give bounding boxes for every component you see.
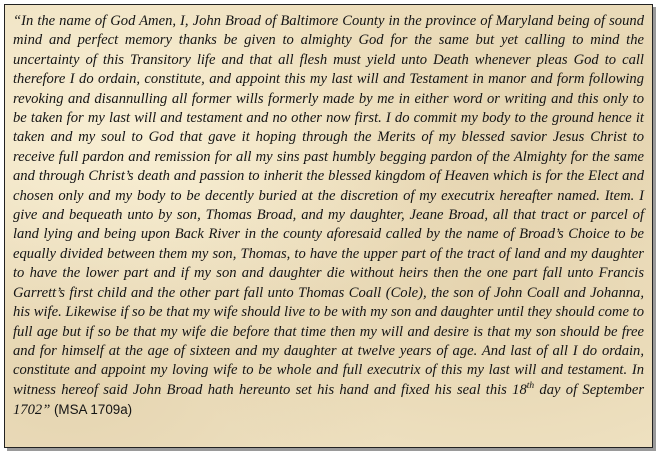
will-excerpt-panel xyxy=(4,4,653,448)
will-day-suffix: th xyxy=(526,380,535,391)
will-quote-body: “In the name of God Amen, I, John Broad of Baltimore County in the province of Maryland being of sound mind and perfect memory thanks be given to almighty God for the same but yet calling to mind the uncertainty of this Transitory life and that all flesh must yield unto Death whenever pleas God to call therefore I do ordain, constitute, and appoint this my last will and Testament in manor and form following revoking and disannulling all former wills formerly made by me in either word or writing and this only to be taken for my last will and testament and no other now first. I do commit my body to the ground hence it taken and my soul to God that gave it hoping through the Merits of my blessed savior Jesus Christ to receive full pardon and remission for all my sins past humbly begging pardon of the Almighty for the same and through Christ’s death and passion to inherit the blessed kingdom of Heaven which is for the Elect and chosen only and my body to be decently buried at the discretion of my executrix hereafter named. Item. I give and bequeath unto by son, Thomas Broad, and my daughter, Jeane Broad, all that tract or parcel of land lying and being upon Back River in the county aforesaid called by the name of Broad’s Choice to be equally divided between them my son, Thomas, to have the upper part of the tract of land and my daughter to have the lower part and if my son and daughter die without heirs then the one part fall unto Francis Garrett’s first child and the other part fall unto Thomas Coall (Cole), the son of John Coall and Johanna, his wife. Likewise if so be that my wife should live to be with my son and daughter until they should come to full age but if so be that my wife die before that time then my will and desire is that my son should be free and for himself at the age of sixteen and my daughter at twelve years of age. And last of all I do ordain, constitute and appoint my loving wife to be whole and full executrix of this my last will and testament. In witness hereof said John Broad hath hereunto set his hand and fixed his seal this xyxy=(13,13,644,398)
will-date-tail: day of September 1702” xyxy=(13,381,645,419)
will-day-number: 18 xyxy=(512,381,527,398)
will-quote-text xyxy=(13,12,644,421)
citation-source: (MSA 1709a) xyxy=(53,402,133,418)
